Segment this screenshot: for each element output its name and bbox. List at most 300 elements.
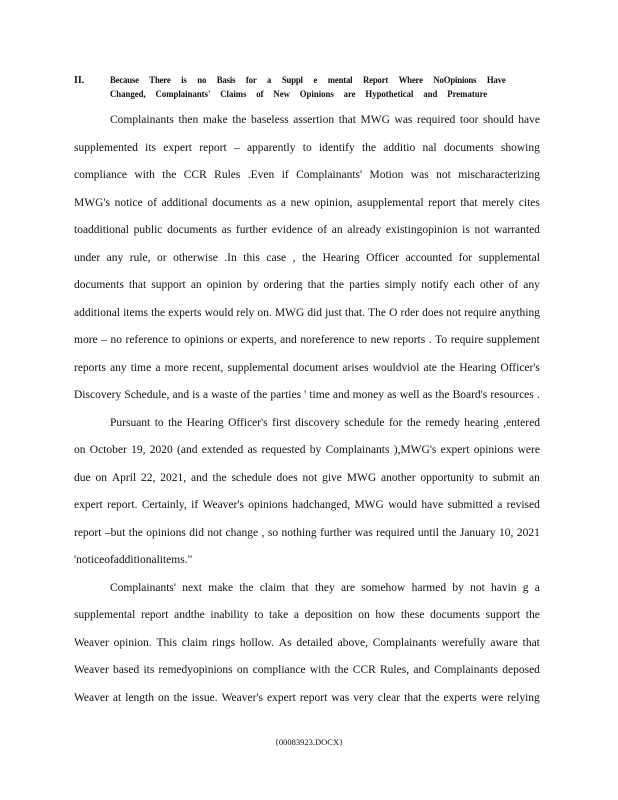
word: waste [211,389,238,401]
word: revised [506,499,540,511]
word: baseless [250,114,289,126]
word: not [207,526,223,539]
word: to [171,334,181,346]
word: the [212,471,227,484]
word: and [280,334,297,346]
word: The [368,306,386,319]
word: This [156,636,177,649]
word: reports [393,334,426,346]
word: another [381,471,416,484]
word: Officer [366,251,400,264]
word: that [404,691,422,704]
word: not [436,169,451,181]
word: extended [201,444,244,456]
word: was [410,169,429,181]
word: was [331,691,350,704]
word: more [164,361,189,374]
word: that. [344,306,365,319]
word: expert [163,141,192,154]
word: make [208,581,234,594]
word: hearing [464,416,499,429]
word: detailed [296,636,333,649]
word: that [307,279,325,291]
word: were [517,444,540,456]
word: public [133,224,163,236]
word: each [453,279,475,291]
word: of [104,554,114,566]
word: by [452,581,464,594]
word: reports [74,361,106,374]
word: an [331,224,343,236]
word: ate [423,361,437,374]
word: 22, [141,471,156,484]
word: on [158,691,170,704]
word: should [483,114,514,126]
word: the [435,389,450,401]
word: or [227,334,238,346]
word: schedule [231,471,272,484]
word: Officer's [228,416,268,429]
word: and [413,664,430,676]
word: – [233,141,240,154]
word: on [95,471,107,484]
word: require [464,306,497,319]
word: supplemented [74,141,138,154]
word: document [292,361,339,374]
word: opinions [473,444,514,456]
word: an [190,279,202,291]
word: further [320,526,352,539]
text-line [74,468,540,496]
word: experts [443,691,477,704]
word: MWG [360,114,390,126]
word: as [247,444,258,456]
word: MWG [274,306,305,319]
word: supplemental [227,361,289,374]
word: would [388,499,417,511]
word: Rules, [380,664,410,676]
word: aware [490,636,518,649]
word: ' [304,389,307,401]
word: schedule [344,416,385,429]
text-line [74,413,540,441]
word: , [261,526,265,539]
word: anything [499,306,540,319]
word: the [128,526,143,539]
word: report [199,141,227,154]
text-line [74,248,540,276]
word: were [480,691,504,704]
word: and [172,389,190,401]
word: if [191,499,199,511]
word: Weaver [74,636,109,649]
word: ,entered [503,416,540,429]
word: compliance [252,664,306,676]
text-line [74,110,540,138]
word: rder [400,306,419,319]
word: opinion, [314,196,353,209]
word: g [522,581,529,594]
word: opinion. [113,636,152,649]
word: Weaver's [221,691,263,704]
word: January [459,526,496,539]
word: report. [107,499,138,511]
word: until [417,526,439,539]
word: a [280,196,287,209]
word: the [329,279,344,291]
word: make [202,114,228,126]
word: compliance [74,169,128,181]
word: these [400,609,425,621]
word: to [154,416,164,429]
word: to [302,141,312,154]
word: hadchanged, [292,499,351,511]
word: money [352,389,384,401]
word: clear [377,691,401,704]
word: that [460,196,478,209]
word: more [74,334,98,346]
word: next [182,581,203,594]
word: very [353,691,374,704]
word: additional [113,554,160,566]
text-line [74,495,540,523]
word: expert [267,691,296,704]
word: report [140,609,169,621]
word: the [232,114,247,126]
word: report [299,691,328,704]
word: documents [74,279,124,291]
word: ),MWG's [393,444,437,456]
word: under [74,251,101,264]
word: reference [125,334,169,346]
word: opportunity [420,471,475,484]
word: did [189,526,204,539]
word: change [225,526,259,539]
word: just [325,306,342,319]
word: simply [384,279,417,291]
word: Complainants' [296,169,363,181]
word: . [428,334,432,346]
word: Hearing [322,251,360,264]
word: 2020 [149,444,173,456]
word: issue. [191,691,218,704]
word: CCR [352,664,376,676]
word: on [74,444,86,456]
word: require [450,334,484,346]
word: Complainants' [110,581,176,594]
word: on. [257,306,272,319]
word: As [278,636,292,649]
word: additio [383,141,416,154]
word: not [474,224,490,236]
word: not [302,471,318,484]
word: evidence [271,224,313,236]
word: noreference [300,334,355,346]
word: mischaracterizing [458,169,540,181]
word: To [435,334,448,346]
word: –but [104,526,126,539]
word: the [361,141,377,154]
word: above, [337,636,368,649]
word: remedy [425,416,460,429]
word: notice [114,196,143,209]
word: toadditional [74,224,129,236]
word: any [106,251,124,264]
word: does [422,306,444,319]
word: Hearing [459,361,497,374]
word: opinion [206,279,242,291]
word: cites [518,196,540,209]
text-line [74,275,540,303]
word: apparently [246,141,296,154]
word: 10, [499,526,514,539]
word: as [221,224,232,236]
word: is [462,224,470,236]
word: with [134,169,155,181]
word: opinions [146,526,186,539]
word: documents [167,224,217,236]
word: deposed [502,664,540,676]
word: Weaver [74,691,109,704]
word: CCR [183,169,207,181]
word: as [422,389,433,401]
word: support [485,609,521,621]
word: inability [210,609,249,621]
word: for [388,416,403,429]
word: rule, [129,251,151,264]
word: not [470,581,485,594]
word: . [536,389,540,401]
word: Weaver's [202,499,244,511]
text-line [74,605,540,633]
text-line [74,330,540,358]
word: not [446,306,461,319]
word: that [128,279,147,291]
word: further [235,224,268,236]
word: of [317,224,328,236]
word: submit [492,471,525,484]
word: Hearing [186,416,224,429]
word: that [522,636,540,649]
text-line [74,358,540,386]
word: no [110,334,122,346]
word: Complainants [434,664,499,676]
word: Complainants [325,444,390,456]
section-number: II. [74,75,85,86]
word: (and [177,444,198,456]
word: did [307,306,323,319]
word: MWG [346,471,377,484]
word: andthe [174,609,205,621]
word: arises [342,361,369,374]
word: already [347,224,382,236]
word: deposition [304,609,353,621]
section-heading-line-1: Because There is no Basis for a Suppl e mental Report Where NoOpinions Have [110,76,506,86]
word: give [322,471,342,484]
word: the [442,526,457,539]
text-line [74,440,540,468]
word: , [292,251,296,264]
word: based [113,664,140,676]
word: experts, [240,334,277,346]
word: have [518,114,540,126]
word: – [101,334,107,346]
word: the [173,691,188,704]
word: due [74,471,91,484]
word: additional [161,196,208,209]
word: as [266,196,277,209]
word: expert [74,499,103,511]
word: a [534,581,540,594]
word: its [143,664,155,676]
word: opinions [184,334,224,346]
word: of [147,196,157,209]
word: support [151,279,186,291]
word: that [338,114,356,126]
word: are [341,581,356,594]
text-line [74,303,540,331]
body-text [74,110,540,715]
text-line [74,688,540,716]
word: new [290,196,310,209]
word: other [479,279,504,291]
word: additional [74,306,120,319]
word: new [370,334,390,346]
word: required [416,114,456,126]
word: a [497,499,503,511]
word: then [178,114,199,126]
word: the [253,389,268,401]
text-line [74,660,540,688]
text-line [74,220,540,248]
word: supplemental [74,609,136,621]
word: any [110,361,127,374]
word: any [523,279,540,291]
word: asupplemental [357,196,424,209]
word: the [151,306,166,319]
word: a [203,389,209,401]
word: at [112,691,122,704]
word: time [130,361,152,374]
word: showing [500,141,540,154]
word: an [528,471,540,484]
word: on [358,609,370,621]
word: its [145,141,156,154]
word: rely [236,306,255,319]
word: Officer's [500,361,540,374]
word: supplement [486,334,540,346]
word: would [204,306,234,319]
word: O [389,306,398,319]
word: claim [259,581,286,594]
word: requested [261,444,306,456]
word: .Even [247,169,275,181]
word: 2021 [516,526,540,539]
word: if [281,169,289,181]
word: how [375,609,396,621]
word: otherwise [173,251,218,264]
word: take [269,609,289,621]
word: MWG [354,499,384,511]
text-line [74,193,540,221]
word: and [191,471,208,484]
word: parties [349,279,380,291]
word: expert [440,444,470,456]
word: is [192,389,200,401]
text-line [74,578,540,606]
text-line [74,385,540,413]
word: somehow [361,581,406,594]
word: to [478,471,488,484]
word: merely [482,196,515,209]
word: that [291,581,309,594]
text-line [74,550,540,578]
word: the [302,251,317,264]
word: hollow. [239,636,274,649]
word: for [458,251,473,264]
word: 19, [131,444,146,456]
text-line [74,523,540,551]
word: to [254,609,264,621]
word: nal [422,141,437,154]
word: items [159,554,185,566]
word: havin [491,581,517,594]
word: was [394,114,413,126]
word: the [162,169,177,181]
word: length [125,691,154,704]
word: 'n [74,554,82,566]
word: the [334,664,349,676]
word: or [157,251,167,264]
word: of [508,279,519,291]
word: toor [459,114,479,126]
word: so [267,526,279,539]
document-footer: {00083923.DOCX} [274,737,344,747]
word: Pursuant [110,416,151,429]
text-line [74,633,540,661]
word: the [239,581,254,594]
word: items [123,306,149,319]
word: as [387,389,397,401]
word: Discovery [74,389,122,401]
word: supplemental [478,251,540,264]
word: Complainants [110,114,174,126]
word: first [272,416,291,429]
word: resources [490,389,534,401]
word: discovery [295,416,340,429]
word: warranted [493,224,540,236]
word: Complainants [372,636,437,649]
text-line [74,165,540,193]
word: claim [181,636,208,649]
word: documents [443,141,494,154]
word: parties [270,389,302,401]
word: a [293,609,299,621]
word: ." [184,554,193,566]
word: identify [318,141,355,154]
word: submitted [447,499,493,511]
word: the [441,361,456,374]
word: relying [507,691,540,704]
word: Weaver [74,664,109,676]
word: October [89,444,127,456]
word: to [358,334,368,346]
word: remedyopinions [158,664,233,676]
word: the [425,691,440,704]
word: does [276,471,298,484]
word: rings [212,636,236,649]
word: this [243,251,260,264]
